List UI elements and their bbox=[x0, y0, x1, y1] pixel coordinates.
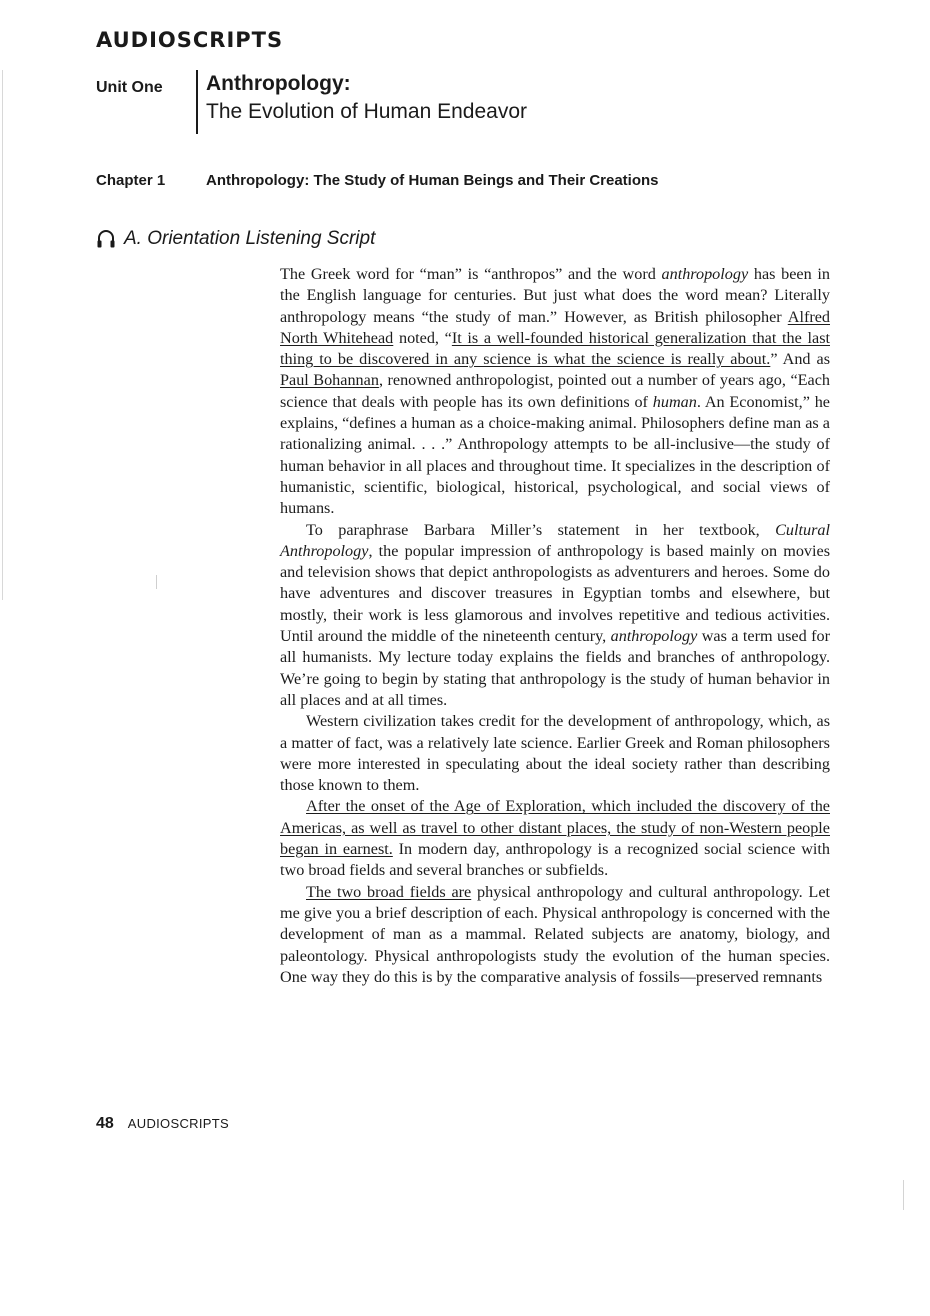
section-title: AUDIOSCRIPTS bbox=[96, 28, 284, 52]
paragraph-4: After the onset of the Age of Exploration, which included the discovery of the Americas, as well as travel to other distant places, the study of non-Western people began in earnest. In modern day, anthropology is a recognized social science with two broad fields and several branches or subfields. bbox=[280, 797, 830, 880]
footer-label: AUDIOSCRIPTS bbox=[127, 1116, 229, 1131]
script-heading bbox=[96, 228, 375, 250]
unit-subtitle: The Evolution of Human Endeavor bbox=[206, 100, 528, 123]
chapter-label: Chapter 1 bbox=[96, 172, 166, 189]
underlined-name: Alfred North Whitehead bbox=[280, 307, 830, 347]
scan-margin-tick bbox=[156, 575, 157, 589]
underlined-name: Paul Bohannan bbox=[280, 371, 379, 390]
paragraph-1: The Greek word for “man” is “anthropos” and the word anthropology has been in the English language for centuries. But just what does the word mean? Literally anthropology means “the study of man.” However, as British philosopher Alfred North Whitehead noted, “It is a well-founded historical generalization that the last thing to be discovered in any science is what the science is really about.” And as Paul Bohannan, renowned anthropologist, pointed out a number of years ago, “Each science that deals with people has its own definitions of human. An Economist,” he explains, “defines a human as a choice-making animal. Philosophers define man as a rationalizing animal. . . .” Anthropology attempts to be all-inclusive—the study of human behavior in all places and throughout time. It specializes in the description of humanistic, scientific, biological, historical, psychological, and social views of humans. bbox=[280, 265, 831, 518]
underlined-sentence: After the onset of the Age of Exploration, which included the discovery of the Americas, as well as travel to other distant places, the study of non-Western people began in earnest. bbox=[280, 797, 830, 859]
paragraph-5: The two broad fields are physical anthropology and cultural anthropology. Let me give you a brief description of each. Physical anthropology is concerned with the development of man as a mammal. Related subjects are anatomy, biology, and paleontology. Physical anthropologists study the evolution of the human species. One way they do this is by the comparative analysis of fossils—preserved remnants bbox=[280, 882, 830, 986]
unit-label: Unit One bbox=[96, 79, 163, 96]
unit-divider bbox=[196, 70, 198, 134]
chapter-title: Anthropology: The Study of Human Beings and Their Creations bbox=[206, 172, 659, 189]
page-footer bbox=[96, 1115, 229, 1133]
unit-title: Anthropology: bbox=[206, 72, 351, 95]
paragraph-3: Western civilization takes credit for the development of anthropology, which, as a matter of fact, was a relatively late science. Earlier Greek and Roman philosophers were more interested in speculating about the ideal society rather than describing those known to them. bbox=[280, 712, 830, 795]
underlined-quote: It is a well-founded historical generalization that the last thing to be discovered in any science is what the science is really about. bbox=[280, 328, 830, 369]
page-number: 48 bbox=[96, 1115, 114, 1132]
underlined-phrase: The two broad fields are bbox=[306, 882, 472, 901]
script-body bbox=[280, 264, 830, 988]
scan-right-tick bbox=[903, 1180, 904, 1210]
headphones-icon bbox=[96, 228, 116, 250]
script-title: A. Orientation Listening Script bbox=[124, 228, 376, 249]
scan-margin-line bbox=[2, 70, 3, 600]
paragraph-2: To paraphrase Barbara Miller’s statement in her textbook, Cultural Anthropology, the popular impression of anthropology is based mainly on movies and television shows that depict anthropologists as adventurers and heroes. Some do have adventures and discover treasures in Egyptian tombs and elsewhere, but mostly, their work is less glamorous and involves repetitive and tedious activities. Until around the middle of the nineteenth century, anthropology was a term used for all humanists. My lecture today explains the fields and branches of anthropology. We’re going to begin by stating that anthropology is the study of human behavior in all places and at all times. bbox=[280, 520, 830, 709]
